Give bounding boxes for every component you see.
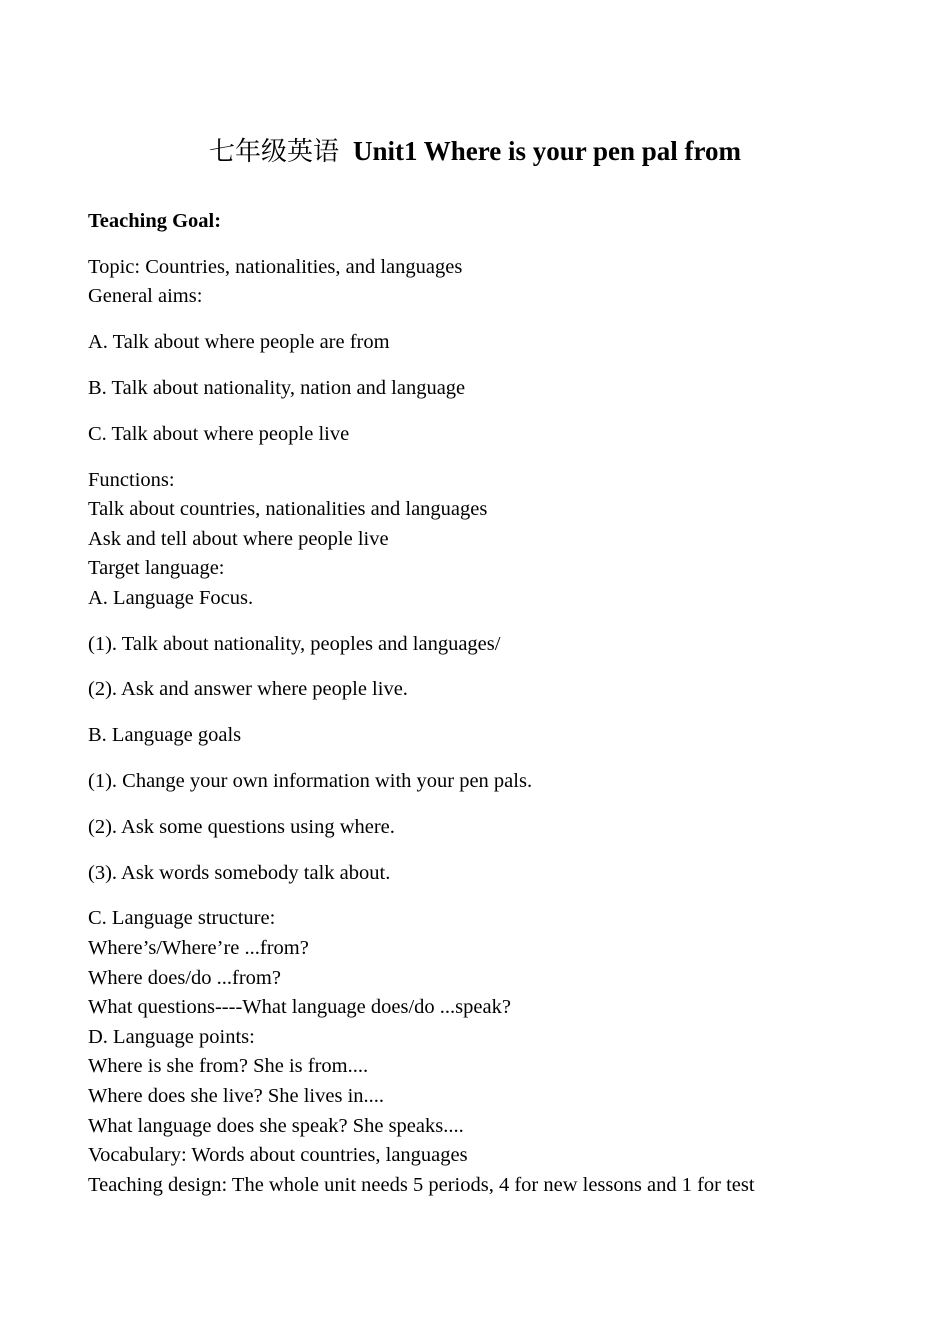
text-line: Where does she live? She lives in.... (88, 1084, 385, 1107)
text-line: Talk about countries, nationalities and languages (88, 498, 488, 521)
text-line: C. Talk about where people live (88, 422, 350, 445)
text-line: Where does/do ...from? (88, 966, 281, 989)
paragraph (88, 767, 888, 797)
text-line: (1). Change your own information with your pen pals. (88, 770, 533, 792)
text-line: A. Language Focus. (88, 586, 254, 609)
text-line: (2). Ask and answer where people live. (88, 678, 408, 701)
text-line: D. Language points: (88, 1025, 255, 1048)
title-chinese: 七年级英语 (208, 137, 339, 167)
text-line: Functions: (88, 468, 175, 491)
text-line: Teaching design: The whole unit needs 5 periods, 4 for new lessons and 1 for test (88, 1173, 755, 1196)
text-line: A. Talk about where people are from (88, 331, 390, 354)
text-line: Ask and tell about where people live (88, 527, 389, 550)
text-line: (2). Ask some questions using where. (88, 815, 395, 838)
paragraph (88, 466, 888, 614)
document-title (0, 133, 950, 170)
text-line: What questions----What language does/do ...speak? (88, 996, 511, 1019)
paragraph (88, 328, 888, 358)
text-line: C. Language structure: (88, 907, 276, 930)
text-line: What language does she speak? She speaks.... (88, 1114, 464, 1137)
text-line: Vocabulary: Words about countries, languages (88, 1144, 468, 1167)
text-line: Where’s/Where’re ...from? (88, 936, 309, 959)
text-line: General aims: (88, 285, 203, 308)
section-heading (88, 207, 888, 237)
text-line: B. Language goals (88, 724, 242, 747)
text-line: (1). Talk about nationality, peoples and languages/ (88, 632, 501, 655)
paragraph (88, 675, 888, 705)
paragraph (88, 374, 888, 404)
paragraph (88, 904, 888, 1200)
paragraph (88, 420, 888, 450)
paragraph (88, 813, 888, 843)
paragraph (88, 859, 888, 889)
text-line: Teaching Goal: (88, 210, 222, 232)
title-english: Unit1 Where is your pen pal from (352, 136, 742, 166)
text-line: Topic: Countries, nationalities, and languages (88, 255, 463, 278)
paragraph (88, 721, 888, 751)
text-line: (3). Ask words somebody talk about. (88, 861, 391, 884)
document-body (88, 207, 888, 1216)
paragraph (88, 253, 888, 312)
paragraph (88, 630, 888, 660)
text-line: B. Talk about nationality, nation and language (88, 376, 466, 399)
text-line: Target language: (88, 557, 225, 580)
text-line: Where is she from? She is from.... (88, 1055, 369, 1078)
